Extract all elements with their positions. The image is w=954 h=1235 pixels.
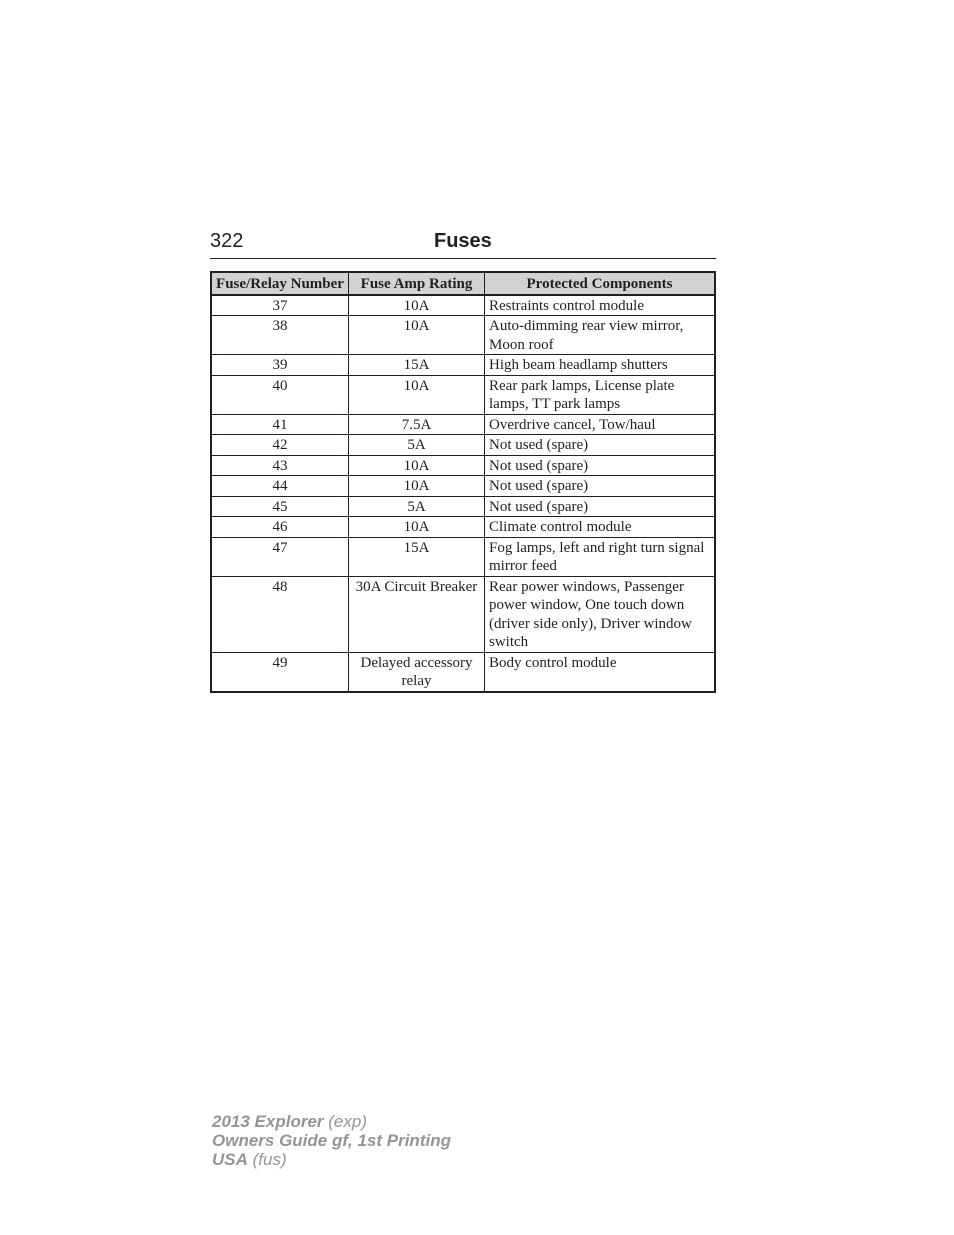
fuse-number: 40 xyxy=(211,375,349,414)
column-header-number: Fuse/Relay Number xyxy=(211,272,349,295)
fuse-number: 49 xyxy=(211,652,349,692)
fuse-components: Fog lamps, left and right turn signal mirror feed xyxy=(485,537,716,576)
fuse-components: Not used (spare) xyxy=(485,455,716,476)
fuse-components: Climate control module xyxy=(485,517,716,538)
fuse-number: 48 xyxy=(211,576,349,652)
table-row xyxy=(211,517,715,538)
fuse-components: Rear power windows, Passenger power window, One touch down (driver side only), Driver window switch xyxy=(485,576,716,652)
table-row xyxy=(211,375,715,414)
fuse-number: 45 xyxy=(211,496,349,517)
table-row xyxy=(211,496,715,517)
fuse-components: High beam headlamp shutters xyxy=(485,355,716,376)
page-header xyxy=(210,228,716,259)
fuse-components: Not used (spare) xyxy=(485,476,716,497)
fuse-number: 43 xyxy=(211,455,349,476)
fuse-rating: 5A xyxy=(349,435,485,456)
fuse-rating: Delayed accessory relay xyxy=(349,652,485,692)
fuse-rating: 10A xyxy=(349,455,485,476)
fuse-rating: 15A xyxy=(349,537,485,576)
footer-model-code: (exp) xyxy=(328,1112,367,1131)
section-title: Fuses xyxy=(434,230,492,252)
fuse-rating: 15A xyxy=(349,355,485,376)
table-row xyxy=(211,355,715,376)
fuse-rating: 10A xyxy=(349,316,485,355)
fuse-rating: 10A xyxy=(349,375,485,414)
fuse-number: 44 xyxy=(211,476,349,497)
fuse-rating: 5A xyxy=(349,496,485,517)
fuse-components: Body control module xyxy=(485,652,716,692)
table-row xyxy=(211,455,715,476)
footer-line-model xyxy=(212,1112,451,1131)
fuse-components: Not used (spare) xyxy=(485,496,716,517)
footer-market-code: (fus) xyxy=(252,1150,287,1169)
table-row xyxy=(211,537,715,576)
fuse-rating: 30A Circuit Breaker xyxy=(349,576,485,652)
column-header-rating: Fuse Amp Rating xyxy=(349,272,485,295)
fuse-number: 46 xyxy=(211,517,349,538)
footer-market: USA xyxy=(212,1150,248,1169)
footer-line-guide xyxy=(212,1131,451,1150)
fuse-number: 42 xyxy=(211,435,349,456)
table-row xyxy=(211,652,715,692)
fuse-components: Not used (spare) xyxy=(485,435,716,456)
table-row xyxy=(211,414,715,435)
fuse-number: 38 xyxy=(211,316,349,355)
table-row xyxy=(211,316,715,355)
fuse-components: Rear park lamps, License plate lamps, TT park lamps xyxy=(485,375,716,414)
footer-line-market xyxy=(212,1150,451,1169)
table-row xyxy=(211,295,715,316)
fuse-table xyxy=(210,271,716,693)
footer-guide: Owners Guide gf, 1st Printing xyxy=(212,1131,451,1150)
fuse-rating: 10A xyxy=(349,517,485,538)
fuse-components: Restraints control module xyxy=(485,295,716,316)
fuse-number: 47 xyxy=(211,537,349,576)
footer-model: 2013 Explorer xyxy=(212,1112,324,1131)
fuse-components: Auto-dimming rear view mirror, Moon roof xyxy=(485,316,716,355)
table-row xyxy=(211,576,715,652)
table-row xyxy=(211,476,715,497)
column-header-components: Protected Components xyxy=(485,272,716,295)
fuse-number: 41 xyxy=(211,414,349,435)
fuse-rating: 10A xyxy=(349,476,485,497)
fuse-number: 39 xyxy=(211,355,349,376)
page-footer xyxy=(212,1112,451,1169)
fuse-rating: 7.5A xyxy=(349,414,485,435)
page-number: 322 xyxy=(210,230,244,252)
fuse-number: 37 xyxy=(211,295,349,316)
fuse-rating: 10A xyxy=(349,295,485,316)
table-header-row xyxy=(211,272,715,295)
table-row xyxy=(211,435,715,456)
fuse-components: Overdrive cancel, Tow/haul xyxy=(485,414,716,435)
